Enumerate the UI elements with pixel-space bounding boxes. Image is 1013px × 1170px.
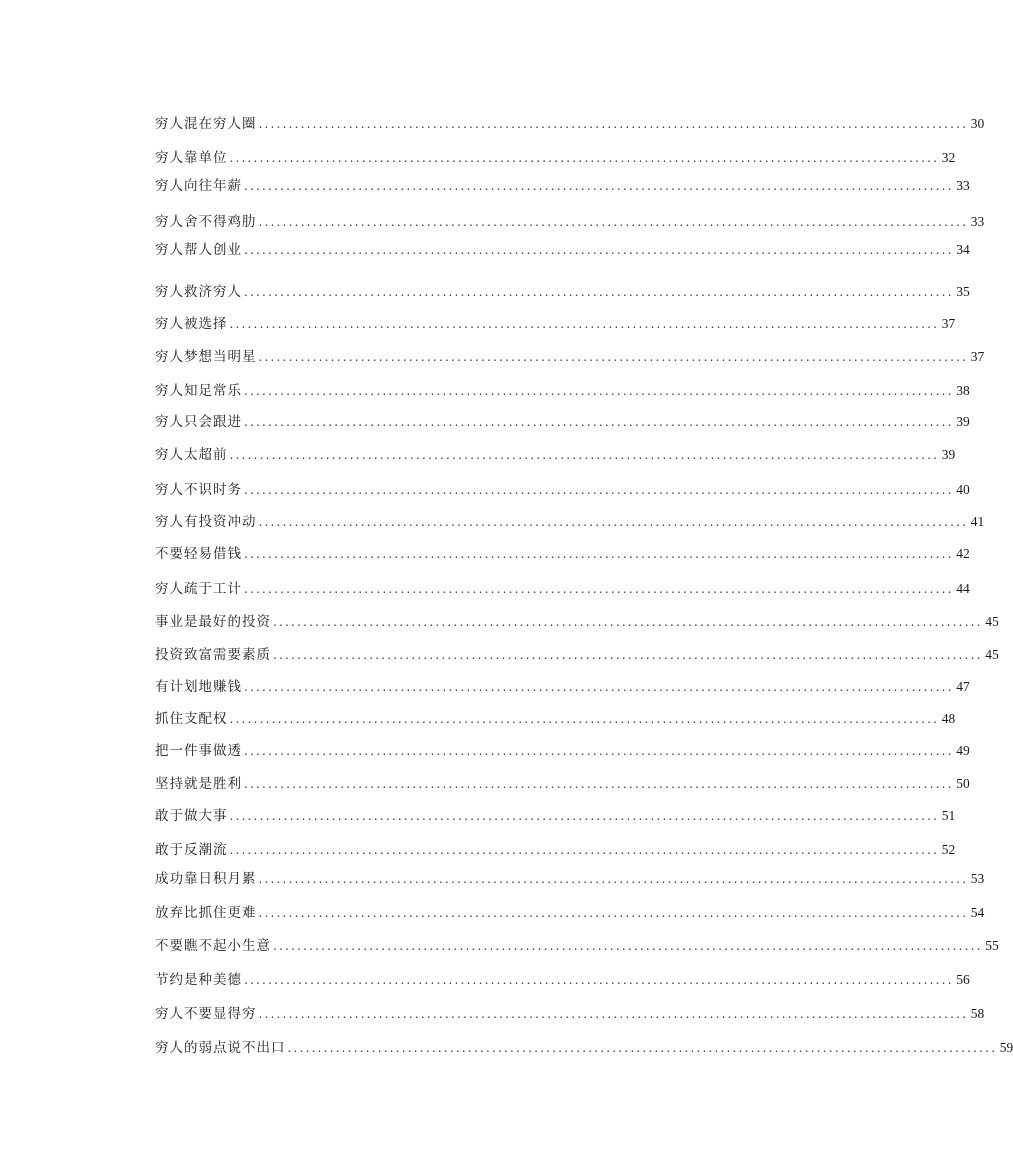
toc-entry-title: 穷人靠单位 [155,150,228,166]
toc-entry-page: 52 [941,842,956,857]
toc-entry[interactable] [155,677,970,697]
toc-entry-title: 敢于做大事 [155,808,228,824]
toc-entry-title: 不要轻易借钱 [155,546,242,562]
toc-entry-page: 37 [941,316,956,331]
toc-entry[interactable] [155,114,985,134]
toc-entry-page: 59 [999,1040,1013,1055]
toc-leader-dots: ...................................................................................................................... [244,777,954,791]
toc-leader-dots: ...................................................................................................................... [229,712,940,726]
toc-entry[interactable] [155,314,956,334]
toc-leader-dots: ...................................................................................................................... [229,809,940,823]
toc-entry-page: 41 [970,514,985,529]
toc-entry-title: 穷人不识时务 [155,482,242,498]
toc-leader-dots: ...................................................................................................................... [258,1007,969,1021]
toc-entry-title: 抓住支配权 [155,711,228,727]
toc-leader-dots: ...................................................................................................................... [258,872,969,886]
toc-leader-dots: ...................................................................................................................... [273,648,983,662]
toc-entry[interactable] [155,212,985,232]
toc-entry-page: 38 [956,383,970,398]
toc-leader-dots: ...................................................................................................................... [258,906,969,920]
toc-entry[interactable] [155,381,970,401]
toc-leader-dots: ...................................................................................................................... [244,680,954,694]
toc-leader-dots: ...................................................................................................................... [229,317,940,331]
toc-entry-title: 穷人被选择 [155,316,228,332]
toc-entry-title: 穷人向往年薪 [155,178,242,194]
toc-leader-dots: ...................................................................................................................... [229,843,940,857]
toc-entry[interactable] [155,645,999,665]
toc-entry[interactable] [155,176,970,196]
toc-leader-dots: ...................................................................................................................... [244,384,954,398]
toc-leader-dots: ...................................................................................................................... [244,483,954,497]
toc-leader-dots: ...................................................................................................................... [244,415,954,429]
toc-entry-title: 坚持就是胜利 [155,776,242,792]
toc-entry-title: 穷人救济穷人 [155,284,242,300]
toc-entry-title: 穷人舍不得鸡肋 [155,214,257,230]
toc-entry-page: 34 [956,242,970,257]
toc-entry[interactable] [155,544,970,564]
toc-leader-dots: ...................................................................................................................... [244,547,954,561]
toc-entry[interactable] [155,612,999,632]
toc-entry-title: 穷人有投资冲动 [155,514,257,530]
toc-entry-page: 45 [985,647,999,662]
toc-entry[interactable] [155,1004,985,1024]
toc-leader-dots: ...................................................................................................................... [258,117,969,131]
toc-entry-title: 把一件事做透 [155,743,242,759]
toc-entry[interactable] [155,970,970,990]
toc-entry-page: 35 [956,284,970,299]
toc-leader-dots: ...................................................................................................................... [229,448,940,462]
toc-entry-page: 40 [956,482,970,497]
toc-entry-title: 放弃比抓住更难 [155,905,257,921]
toc-entry-page: 44 [956,581,970,596]
toc-entry[interactable] [155,741,970,761]
toc-entry-title: 节约是种美德 [155,972,242,988]
toc-entry[interactable] [155,148,956,168]
toc-entry[interactable] [155,806,956,826]
toc-leader-dots: ...................................................................................................................... [258,350,969,364]
toc-entry-title: 穷人帮人创业 [155,242,242,258]
toc-leader-dots: ...................................................................................................................... [273,615,983,629]
toc-entry-title: 不要瞧不起小生意 [155,938,271,954]
toc-entry-title: 穷人疏于工计 [155,581,242,597]
toc-entry-page: 55 [985,938,999,953]
toc-entry-page: 54 [970,905,985,920]
toc-entry[interactable] [155,412,970,432]
toc-entry-page: 42 [956,546,970,561]
toc-leader-dots: ...................................................................................................................... [244,973,954,987]
toc-entry[interactable] [155,579,970,599]
toc-entry-title: 有计划地赚钱 [155,679,242,695]
toc-entry[interactable] [155,869,985,889]
toc-entry[interactable] [155,512,985,532]
toc-entry[interactable] [155,240,970,260]
toc-entry-title: 敢于反潮流 [155,842,228,858]
toc-entry-title: 穷人太超前 [155,447,228,463]
toc-entry[interactable] [155,282,970,302]
toc-entry-title: 穷人梦想当明星 [155,349,257,365]
toc-entry-page: 53 [970,871,985,886]
toc-entry-title: 事业是最好的投资 [155,614,271,630]
toc-leader-dots: ...................................................................................................................... [244,179,954,193]
toc-entry-page: 30 [970,116,985,131]
toc-entry-page: 56 [956,972,970,987]
toc-leader-dots: ...................................................................................................................... [273,939,983,953]
toc-entry-page: 32 [941,150,956,165]
toc-leader-dots: ...................................................................................................................... [287,1041,998,1055]
toc-entry-title: 穷人只会跟进 [155,414,242,430]
toc-entry[interactable] [155,1038,1013,1058]
toc-leader-dots: ...................................................................................................................... [229,151,940,165]
toc-leader-dots: ...................................................................................................................... [258,215,969,229]
toc-leader-dots: ...................................................................................................................... [244,744,954,758]
toc-entry[interactable] [155,936,999,956]
toc-entry[interactable] [155,347,985,367]
toc-entry-title: 穷人不要显得穷 [155,1006,257,1022]
toc-entry[interactable] [155,840,956,860]
toc-entry-page: 50 [956,776,970,791]
toc-leader-dots: ...................................................................................................................... [244,285,954,299]
toc-entry[interactable] [155,774,970,794]
toc-entry-page: 37 [970,349,985,364]
toc-entry-page: 39 [956,414,970,429]
toc-entry-page: 39 [941,447,956,462]
toc-entry[interactable] [155,445,956,465]
toc-entry-title: 穷人知足常乐 [155,383,242,399]
toc-entry-page: 33 [970,214,985,229]
toc-entry-page: 47 [956,679,970,694]
toc-entry-title: 投资致富需要素质 [155,647,271,663]
toc-entry-page: 58 [970,1006,985,1021]
toc-leader-dots: ...................................................................................................................... [244,582,954,596]
toc-entry-page: 48 [941,711,956,726]
toc-entry-page: 33 [956,178,970,193]
toc-entry-title: 成功靠日积月累 [155,871,257,887]
toc-entry[interactable] [155,903,985,923]
toc-entry-page: 49 [956,743,970,758]
toc-entry[interactable] [155,480,970,500]
toc-leader-dots: ...................................................................................................................... [258,515,969,529]
toc-leader-dots: ...................................................................................................................... [244,243,954,257]
toc-entry-title: 穷人的弱点说不出口 [155,1040,286,1056]
toc-entry-page: 45 [985,614,999,629]
toc-entry-page: 51 [941,808,956,823]
toc-entry-title: 穷人混在穷人圈 [155,116,257,132]
toc-entry[interactable] [155,709,956,729]
